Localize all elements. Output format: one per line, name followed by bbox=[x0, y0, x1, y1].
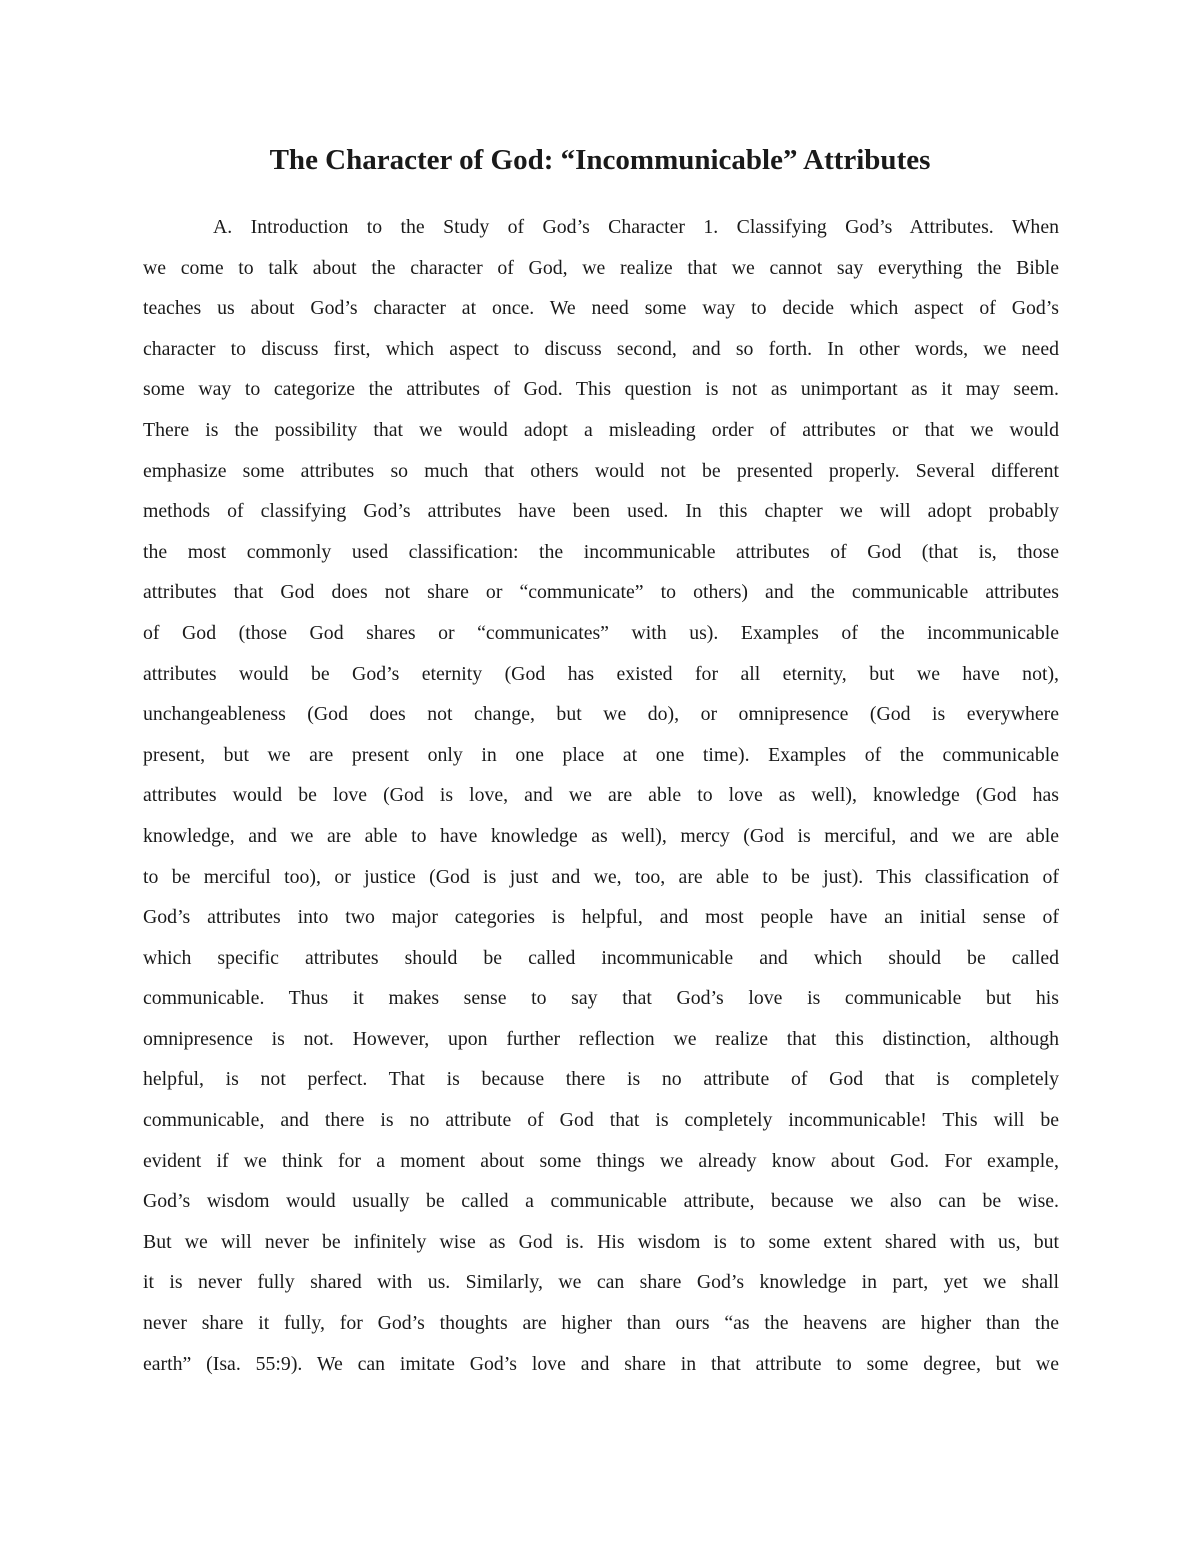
text-line: communicable. Thus it makes sense to say that God’s love is communicable but his bbox=[143, 987, 1059, 1010]
text-line: knowledge, and we are able to have knowledge as well), mercy (God is merciful, and we are able bbox=[143, 824, 1059, 847]
text-line: methods of classifying God’s attributes have been used. In this chapter we will adopt probably bbox=[143, 500, 1059, 523]
body-paragraph bbox=[143, 207, 1059, 1384]
text-line: There is the possibility that we would adopt a misleading order of attributes or that we would bbox=[143, 418, 1059, 441]
text-line: present, but we are present only in one place at one time). Examples of the communicable bbox=[143, 743, 1059, 766]
text-line: of God (those God shares or “communicates” with us). Examples of the incommunicable bbox=[143, 621, 1059, 644]
text-line: A. Introduction to the Study of God’s Character 1. Classifying God’s Attributes. When bbox=[213, 216, 1059, 238]
text-line: helpful, is not perfect. That is because there is no attribute of God that is completely bbox=[143, 1068, 1059, 1091]
text-line: God’s attributes into two major categories is helpful, and most people have an initial sense of bbox=[143, 906, 1059, 929]
page-title: The Character of God: “Incommunicable” Attributes bbox=[269, 144, 931, 176]
text-line: earth” (Isa. 55:9). We can imitate God’s love and share in that attribute to some degree, but we bbox=[143, 1352, 1059, 1375]
text-line: teaches us about God’s character at once. We need some way to decide which aspect of God’s bbox=[143, 297, 1059, 320]
text-line: God’s wisdom would usually be called a communicable attribute, because we also can be wise. bbox=[143, 1190, 1059, 1213]
text-line: evident if we think for a moment about some things we already know about God. For example, bbox=[143, 1149, 1059, 1172]
text-line: which specific attributes should be called incommunicable and which should be called bbox=[143, 946, 1059, 969]
text-line: attributes that God does not share or “communicate” to others) and the communicable attributes bbox=[143, 581, 1059, 604]
text-line: character to discuss first, which aspect to discuss second, and so forth. In other words, we need bbox=[143, 337, 1059, 360]
text-line: communicable, and there is no attribute of God that is completely incommunicable! This will be bbox=[143, 1109, 1059, 1132]
text-line: it is never fully shared with us. Similarly, we can share God’s knowledge in part, yet we shall bbox=[143, 1271, 1059, 1294]
text-line: emphasize some attributes so much that others would not be presented properly. Several different bbox=[143, 459, 1059, 482]
text-line: attributes would be God’s eternity (God has existed for all eternity, but we have not), bbox=[143, 662, 1059, 685]
text-line: omnipresence is not. However, upon further reflection we realize that this distinction, although bbox=[143, 1027, 1059, 1050]
text-line: to be merciful too), or justice (God is just and we, too, are able to be just). This classification of bbox=[143, 865, 1059, 888]
text-line: the most commonly used classification: the incommunicable attributes of God (that is, those bbox=[143, 540, 1059, 563]
text-line: never share it fully, for God’s thoughts are higher than ours “as the heavens are higher than the bbox=[143, 1312, 1059, 1335]
text-line: attributes would be love (God is love, and we are able to love as well), knowledge (God has bbox=[143, 784, 1059, 807]
text-line: unchangeableness (God does not change, but we do), or omnipresence (God is everywhere bbox=[143, 703, 1059, 726]
text-line: we come to talk about the character of God, we realize that we cannot say everything the Bible bbox=[143, 256, 1059, 279]
text-line: some way to categorize the attributes of God. This question is not as unimportant as it may seem. bbox=[143, 378, 1059, 401]
text-line: But we will never be infinitely wise as God is. His wisdom is to some extent shared with us, but bbox=[143, 1230, 1059, 1253]
